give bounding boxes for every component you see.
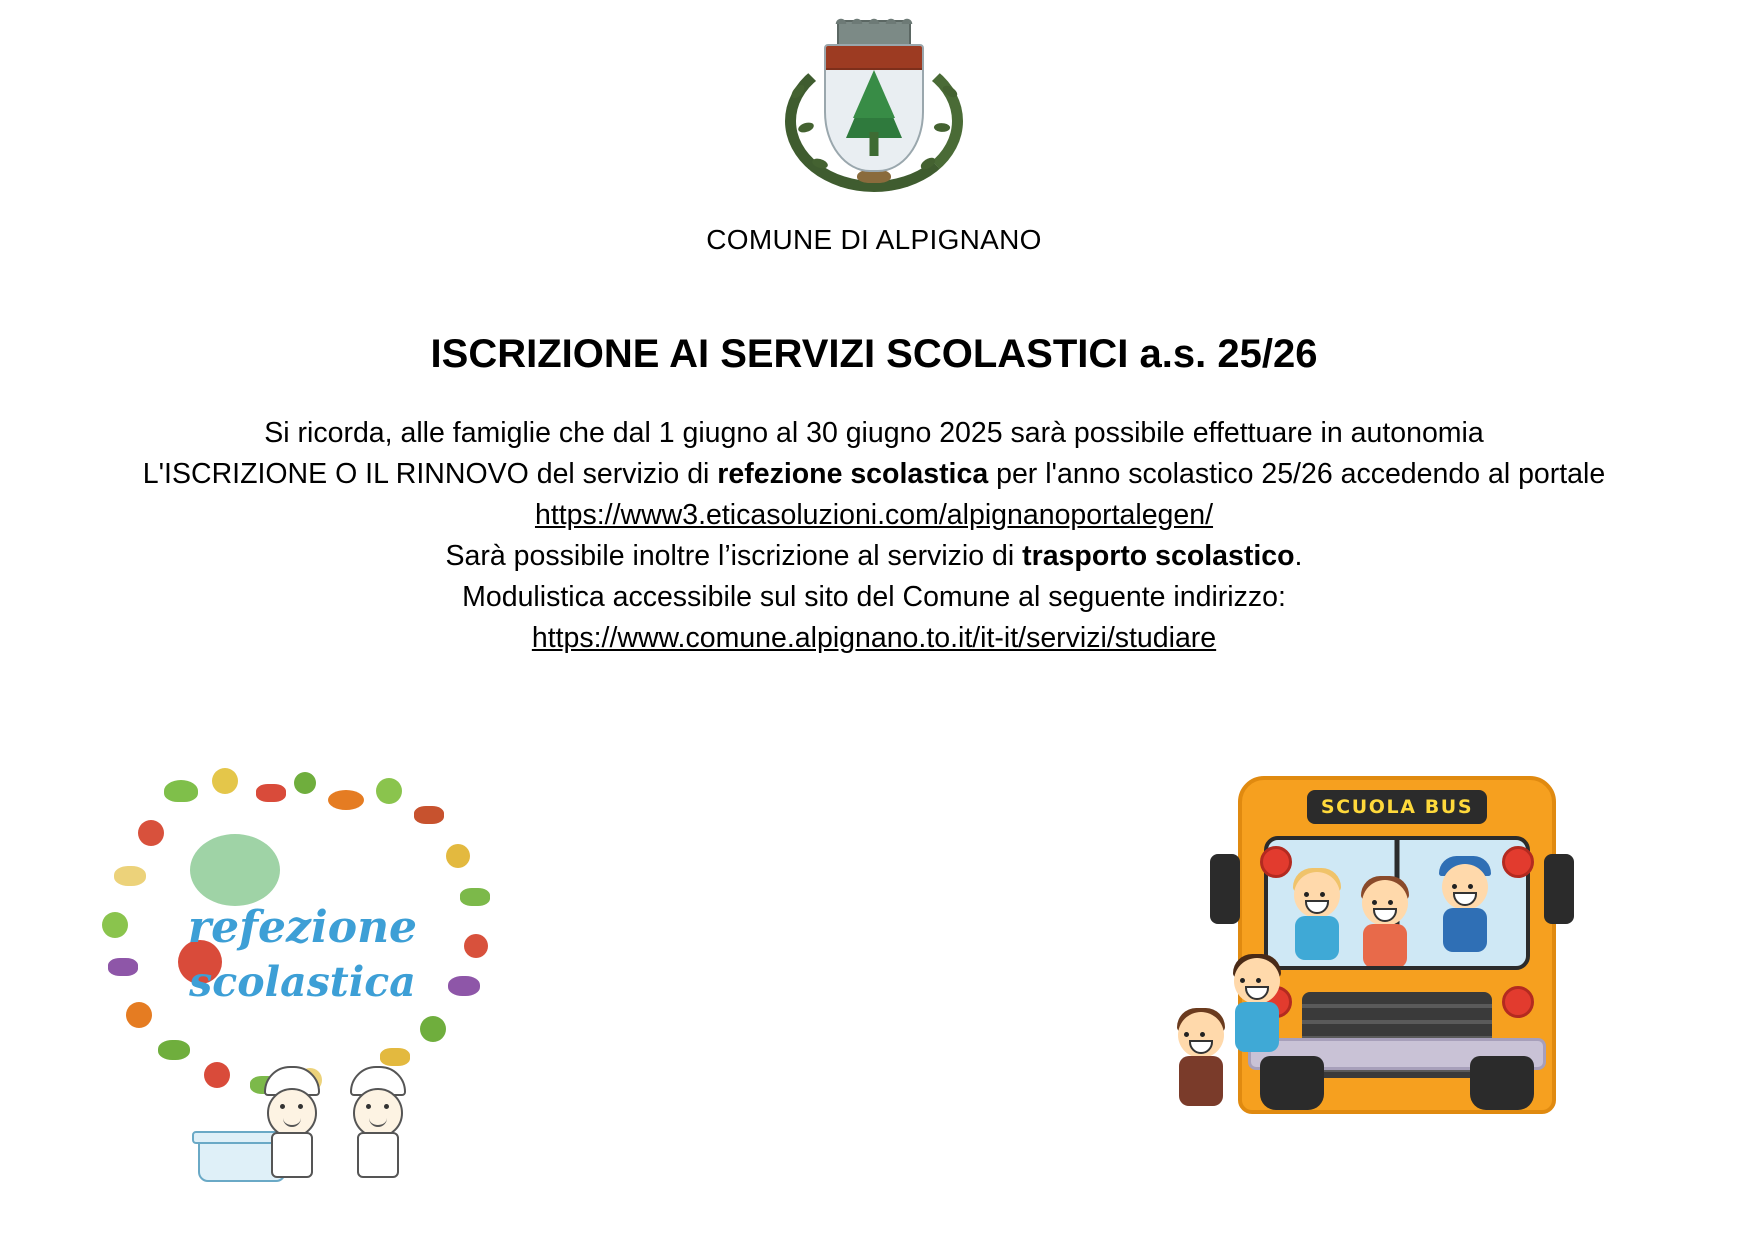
body-line-2-part-a: L'ISCRIZIONE O IL RINNOVO del servizio di (142, 458, 718, 491)
bus-mirror-right-icon (1544, 854, 1574, 924)
bus-driver-icon (1434, 864, 1496, 950)
bus-roof-lamp-left-icon (1260, 846, 1292, 878)
page-title: ISCRIZIONE AI SERVIZI SCOLASTICI a.s. 25/26 (430, 332, 1318, 376)
bus-destination-sign: SCUOLA BUS (1307, 790, 1487, 824)
bus-lamp-right-icon (1502, 986, 1534, 1018)
refezione-scolastica-emphasis: refezione scolastica (717, 458, 989, 491)
bus-wheel-left-icon (1260, 1056, 1324, 1110)
illustrations-row (0, 762, 1748, 1232)
notice-body (0, 413, 1748, 659)
bus-child-icon-1 (1286, 872, 1348, 958)
chef-child-icon-1 (256, 1066, 328, 1186)
body-line-2 (90, 454, 1658, 495)
comune-name: COMUNE DI ALPIGNANO (706, 224, 1042, 255)
bus-windshield (1264, 836, 1530, 970)
body-line-1: Si ricorda, alle famiglie che dal 1 giugno al 30 giugno 2025 sarà possibile effettuare in autonomia (264, 417, 1484, 449)
waving-child-icon-2 (1222, 958, 1292, 1058)
portal-link[interactable]: https://www3.eticasoluzioni.com/alpignanoportalegen/ (534, 499, 1214, 532)
body-line-2-part-b: per l'anno scolastico 25/26 accedendo al portale (988, 458, 1606, 491)
body-line-3 (90, 536, 1658, 577)
bus-roof-lamp-right-icon (1502, 846, 1534, 878)
body-line-3-part-a: Sarà possibile inoltre l’iscrizione al servizio di (445, 540, 1023, 573)
refezione-scolastica-image (80, 762, 525, 1192)
school-bus-image (1118, 762, 1638, 1182)
bus-wheel-right-icon (1470, 1056, 1534, 1110)
bus-child-icon-2 (1354, 880, 1416, 966)
portal-link-line (90, 495, 1658, 536)
comune-crest-icon (779, 14, 969, 200)
trasporto-scolastico-emphasis: trasporto scolastico (1022, 540, 1295, 573)
body-line-3-part-b: . (1294, 540, 1303, 573)
refezione-text-line2: scolastica (189, 958, 416, 1006)
crown-icon (837, 20, 911, 46)
shield-chief (826, 46, 922, 70)
comune-link-line (90, 618, 1658, 659)
crest-container (0, 0, 1748, 200)
comune-website-link[interactable]: https://www.comune.alpignano.to.it/it-it/servizi/studiare (531, 622, 1217, 655)
shield-icon (824, 44, 924, 172)
body-line-4: Modulistica accessibile sul sito del Comune al seguente indirizzo: (462, 581, 1286, 614)
refezione-text-line1: refezione (187, 902, 418, 953)
bus-body (1238, 776, 1556, 1114)
bus-mirror-left-icon (1210, 854, 1240, 924)
chef-child-icon-2 (342, 1066, 414, 1186)
